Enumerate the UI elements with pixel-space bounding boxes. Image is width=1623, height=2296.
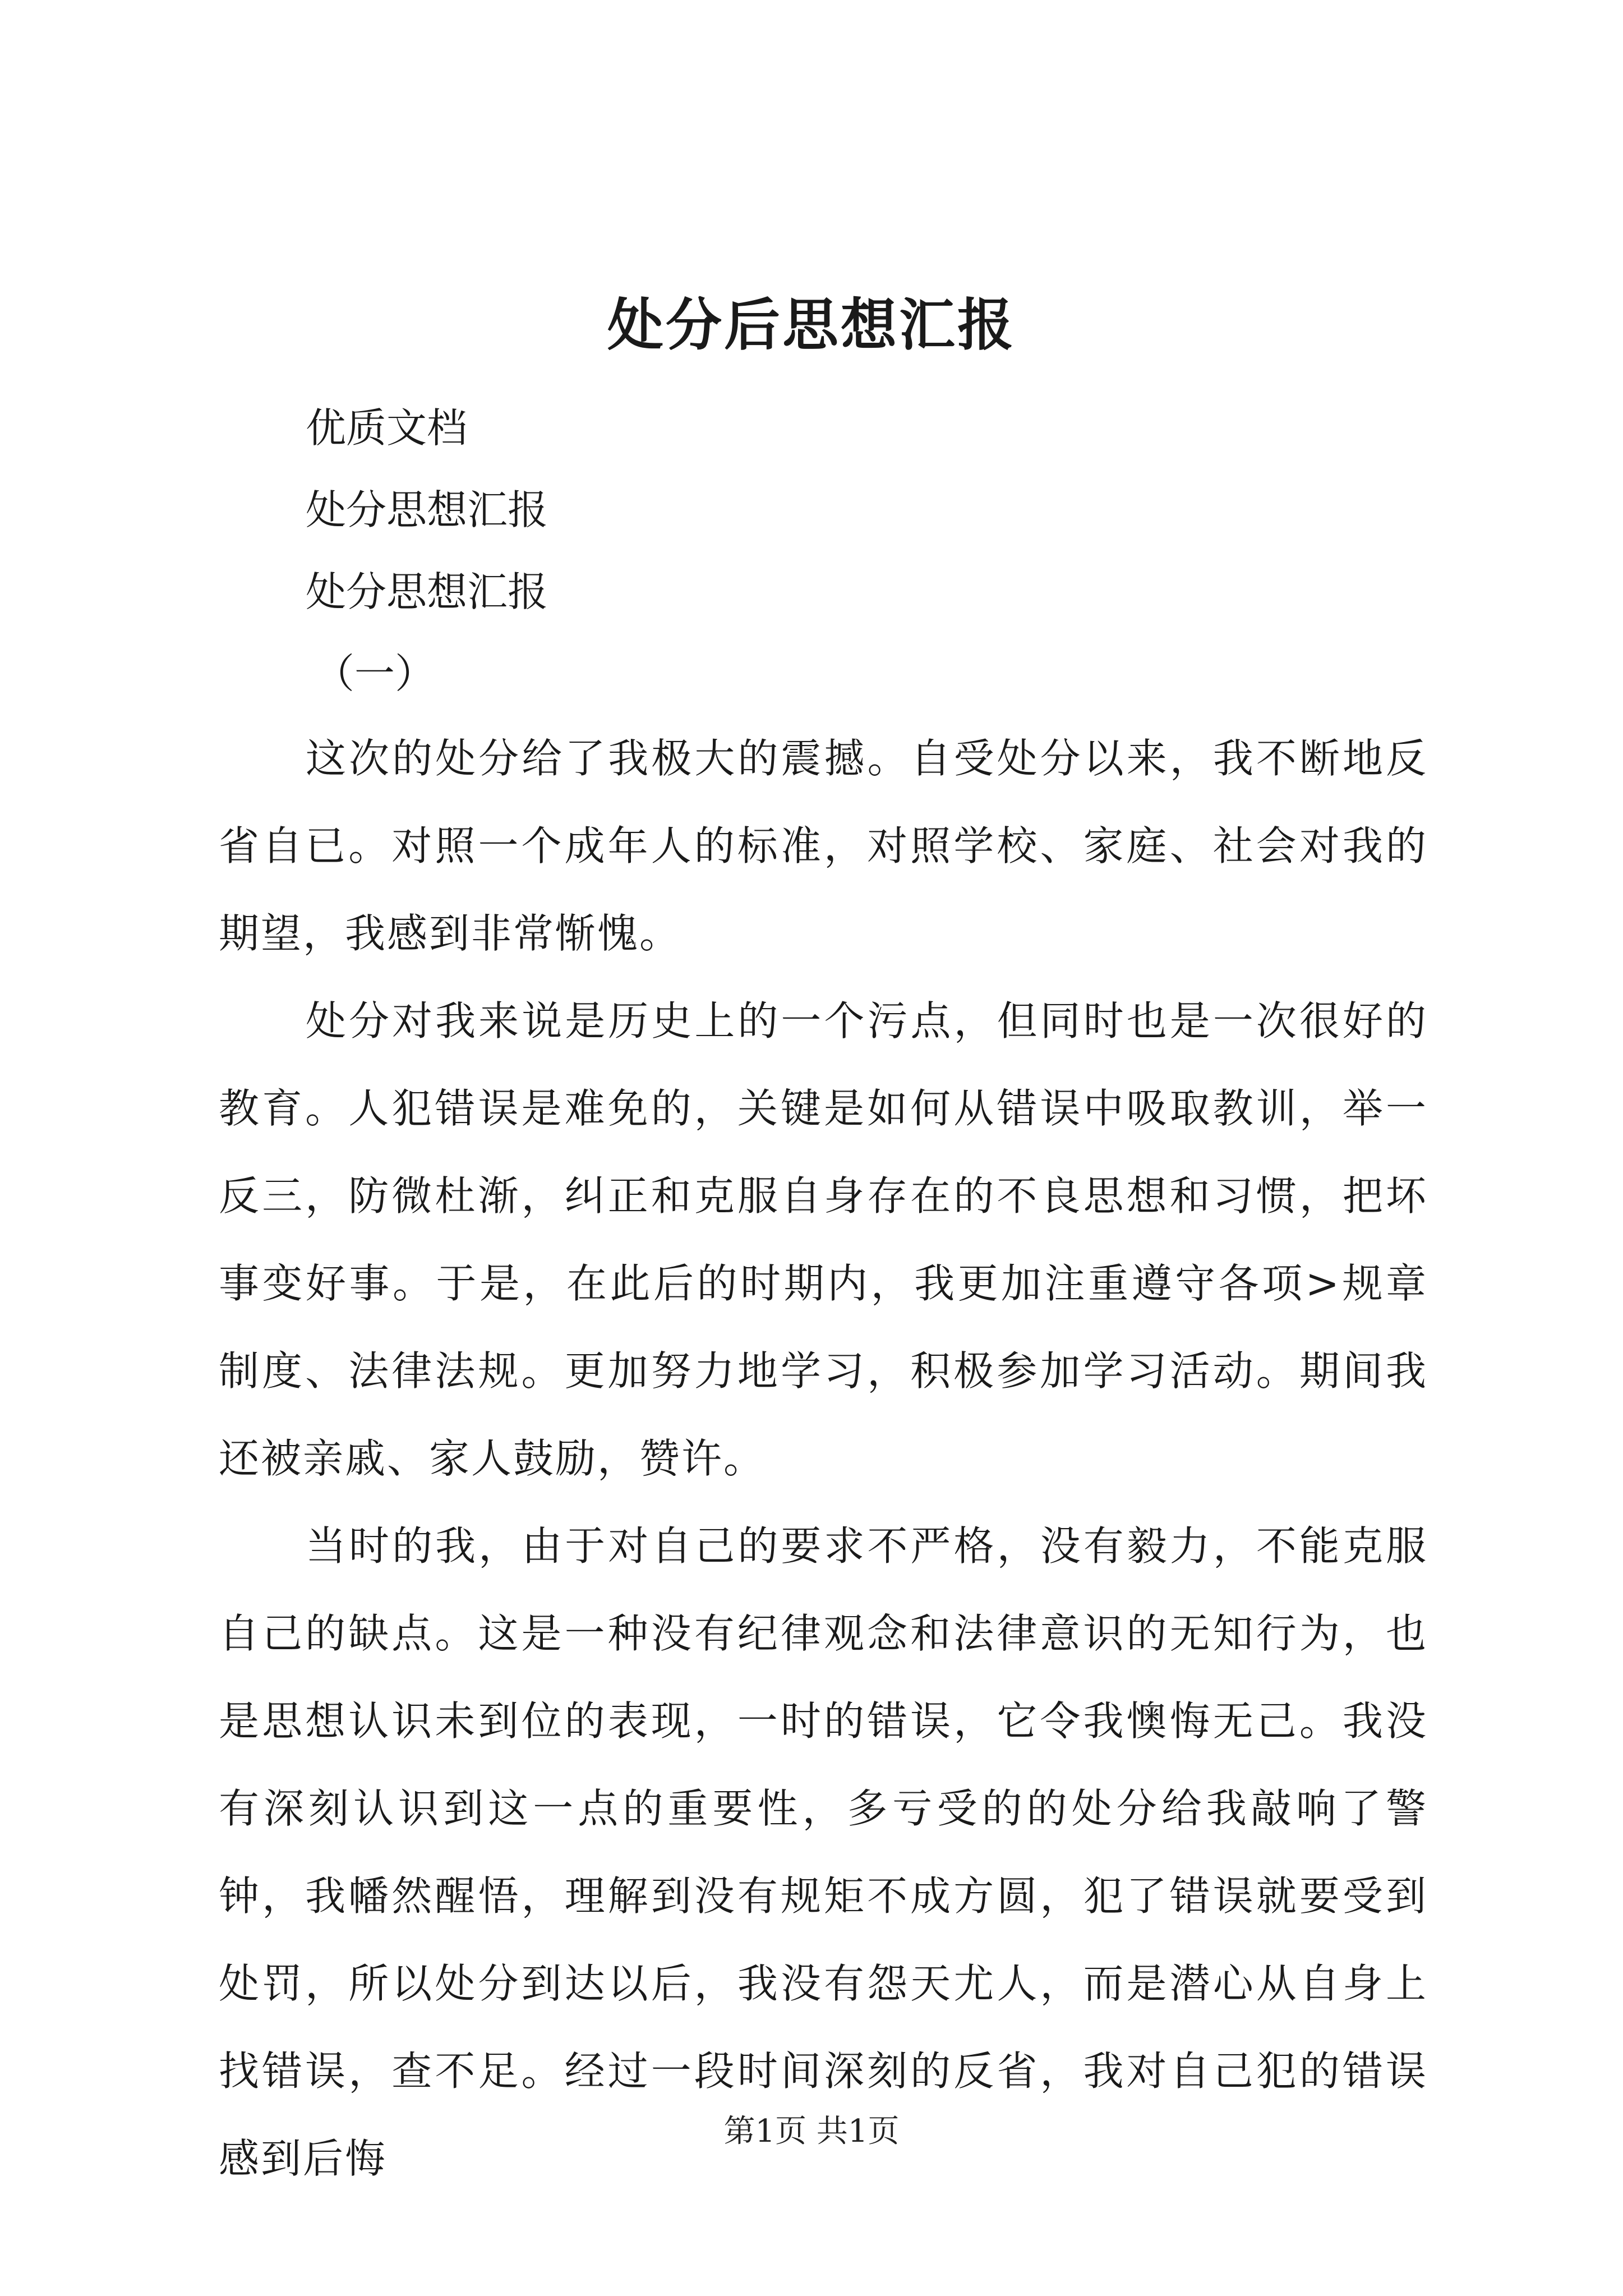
header-line-quality: 优质文档	[306, 404, 468, 452]
page-footer: 第1页 共1页	[723, 2113, 900, 2150]
body-paragraph-3: 当时的我，由于对自己的要求不严格，没有毅力，不能克服自己的缺点。这是一种没有纪律观念和法律意识的无知行为，也是思想认识未到位的表现，一时的错误，它令我懊悔无己。我没有深刻认识到这一点的重要性，多亏受的的处分给我敲响了警钟，我幡然醒悟，理解到没有规矩不成方圆，犯了错误就要受到处罚，所以处分到达以后，我没有怨天尤人，而是潜心从自身上找错误，查不足。经过一段时间深刻的反省，我对自己犯的错误感到后悔	[219, 1522, 1428, 2182]
section-marker: （一）	[314, 650, 436, 697]
document-body	[219, 387, 1428, 2202]
header-line-subject-1: 处分思想汇报	[306, 486, 548, 533]
header-line-subject-2: 处分思想汇报	[306, 568, 548, 615]
document-title: 处分后思想汇报	[607, 292, 1016, 358]
body-paragraph-2: 处分对我来说是历史上的一个污点，但同时也是一次很好的教育。人犯错误是难免的，关键是如何从错误中吸取教训，举一反三，防微杜渐，纠正和克服自身存在的不良思想和习惯，把坏事变好事。于是，在此后的时期内，我更加注重遵守各项>规章制度、法律法规。更加努力地学习，积极参加学习活动。期间我还被亲戚、家人鼓励，赞许。	[219, 997, 1428, 1482]
body-paragraph-1: 这次的处分给了我极大的震撼。自受处分以来，我不断地反省自已。对照一个成年人的标准，对照学校、家庭、社会对我的期望，我感到非常惭愧。	[219, 735, 1428, 957]
